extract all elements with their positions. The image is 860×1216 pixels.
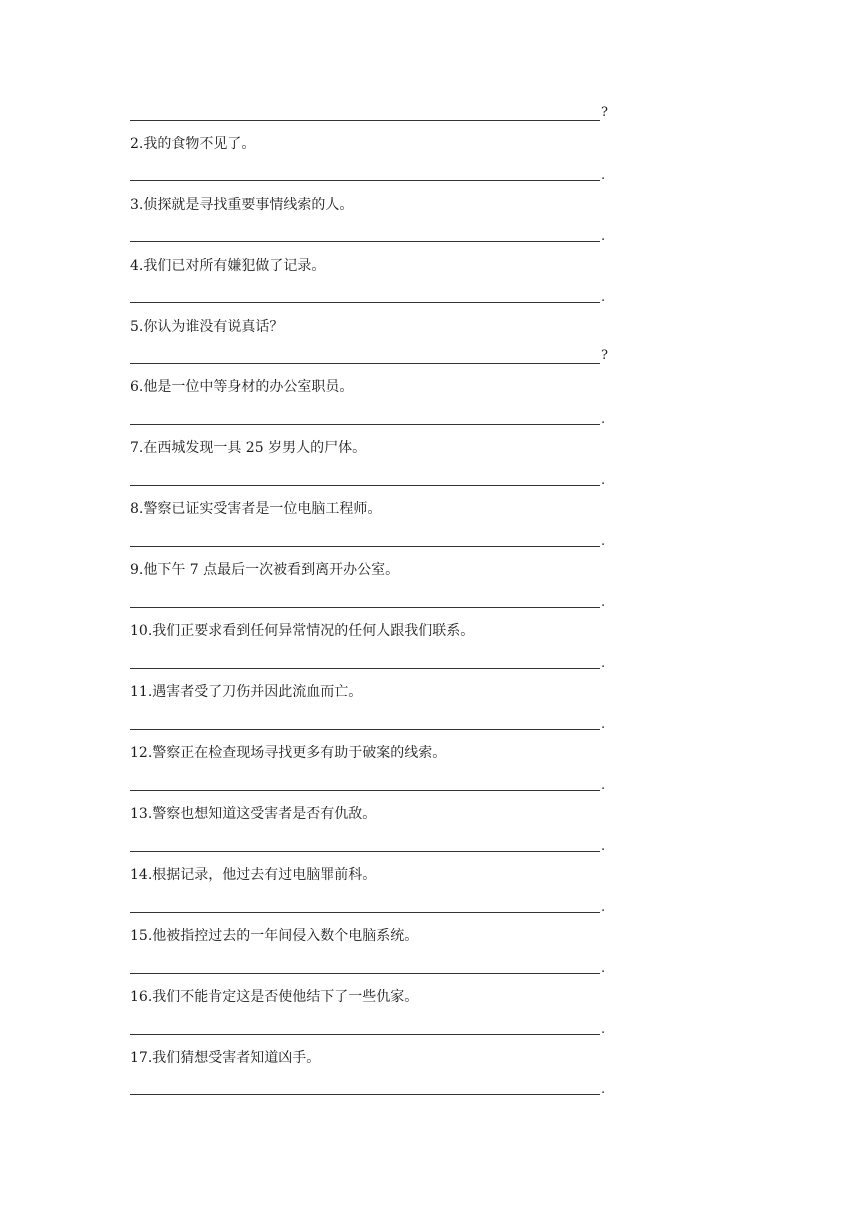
exercise-sentence-7: 7.在西城发现一具 25 岁男人的尸体。 (130, 440, 367, 456)
answer-end-mark-14: . (601, 900, 606, 915)
answer-end-mark-17: . (601, 1082, 606, 1097)
answer-line-16[interactable] (130, 1034, 600, 1035)
answer-line-3[interactable] (130, 241, 600, 242)
answer-end-mark-6: . (601, 412, 606, 427)
exercise-sentence-13: 13.警察也想知道这受害者是否有仇敌。 (130, 806, 377, 822)
exercise-sentence-2: 2.我的食物不见了。 (130, 136, 256, 152)
answer-line-14[interactable] (130, 912, 600, 913)
answer-end-mark-12: . (601, 778, 606, 793)
answer-end-mark-10: . (601, 656, 606, 671)
exercise-sentence-5: 5.你认为谁没有说真话？ (130, 319, 284, 335)
exercise-sentence-4: 4.我们已对所有嫌犯做了记录。 (130, 258, 326, 274)
answer-end-mark-11: . (601, 717, 606, 732)
answer-end-mark-13: . (601, 839, 606, 854)
answer-line-7[interactable] (130, 485, 600, 486)
answer-line-11[interactable] (130, 729, 600, 730)
exercise-sentence-16: 16.我们不能肯定这是否使他结下了一些仇家。 (130, 989, 419, 1005)
exercise-sentence-9: 9.他下午 7 点最后一次被看到离开办公室。 (130, 562, 400, 578)
answer-end-mark-7: . (601, 473, 606, 488)
answer-line-13[interactable] (130, 851, 600, 852)
answer-line-4[interactable] (130, 302, 600, 303)
exercise-sentence-15: 15.他被指控过去的一年间侵入数个电脑系统。 (130, 928, 419, 944)
exercise-sentence-8: 8.警察已证实受害者是一位电脑工程师。 (130, 501, 382, 517)
answer-end-mark-2: . (601, 168, 606, 183)
answer-line-6[interactable] (130, 424, 600, 425)
answer-line-10[interactable] (130, 668, 600, 669)
answer-end-mark-1: ? (601, 105, 608, 120)
answer-line-2[interactable] (130, 180, 600, 181)
answer-line-5[interactable] (130, 363, 600, 364)
answer-line-8[interactable] (130, 546, 600, 547)
answer-line-15[interactable] (130, 973, 600, 974)
answer-end-mark-3: . (601, 229, 606, 244)
exercise-sentence-17: 17.我们猜想受害者知道凶手。 (130, 1050, 321, 1066)
exercise-sentence-14: 14.根据记录，他过去有过电脑罪前科。 (130, 867, 377, 883)
answer-end-mark-5: ? (601, 348, 608, 363)
exercise-sentence-6: 6.他是一位中等身材的办公室职员。 (130, 379, 354, 395)
answer-end-mark-15: . (601, 961, 606, 976)
exercise-sentence-11: 11.遇害者受了刀伤并因此流血而亡。 (130, 684, 363, 700)
answer-end-mark-16: . (601, 1022, 606, 1037)
answer-line-12[interactable] (130, 790, 600, 791)
answer-line-1[interactable] (130, 120, 600, 121)
answer-end-mark-9: . (601, 595, 606, 610)
answer-end-mark-4: . (601, 290, 606, 305)
exercise-sentence-10: 10.我们正要求看到任何异常情况的任何人跟我们联系。 (130, 623, 475, 639)
exercise-sentence-12: 12.警察正在检查现场寻找更多有助于破案的线索。 (130, 745, 447, 761)
exercise-sentence-3: 3.侦探就是寻找重要事情线索的人。 (130, 197, 354, 213)
answer-end-mark-8: . (601, 534, 606, 549)
answer-line-17[interactable] (130, 1094, 600, 1095)
answer-line-9[interactable] (130, 607, 600, 608)
